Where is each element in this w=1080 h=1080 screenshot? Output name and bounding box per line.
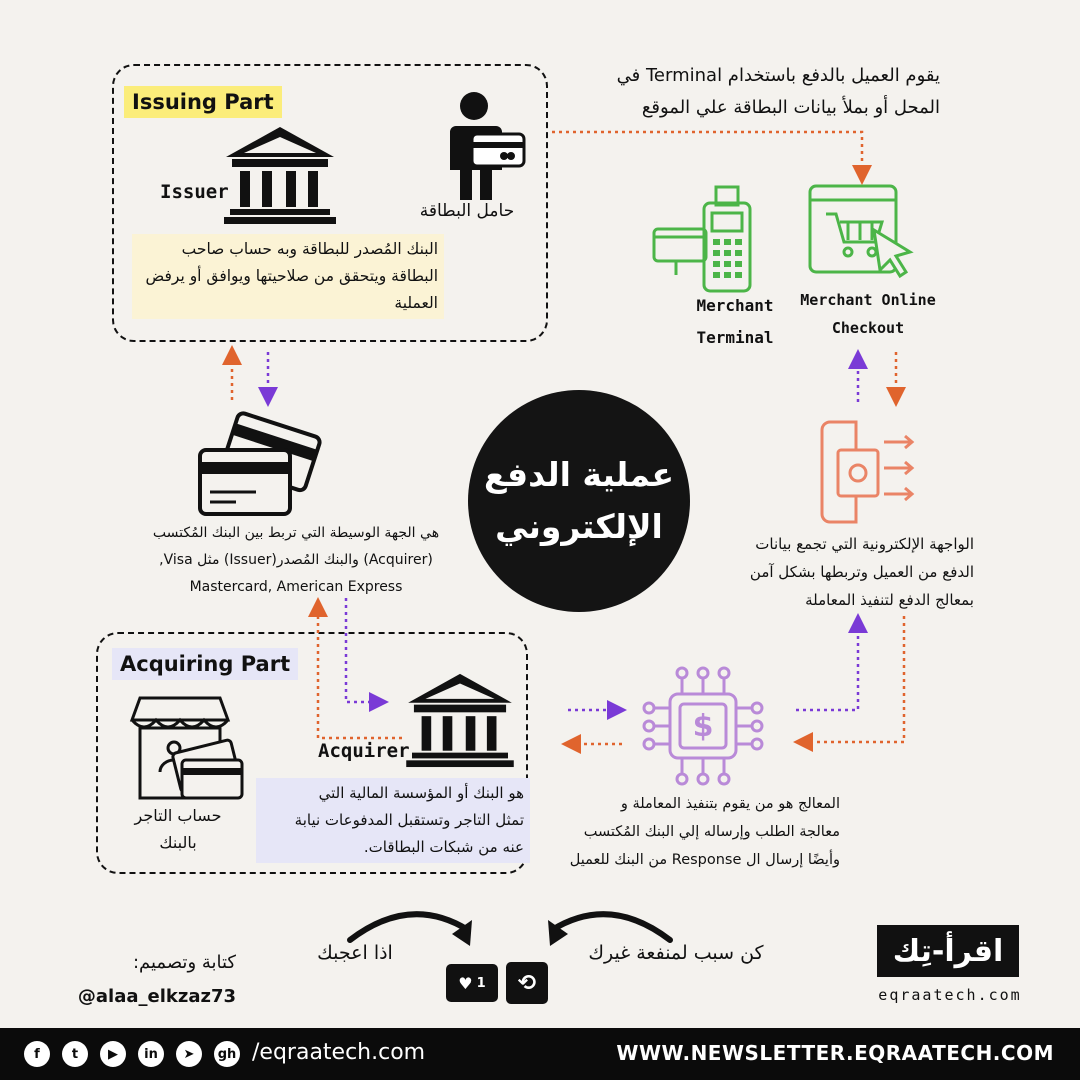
site-label: eqraatech.com xyxy=(878,986,1022,1004)
github-icon[interactable]: gh xyxy=(214,1041,240,1067)
acquirer-label: Acquirer xyxy=(318,740,410,762)
credits-handle: @alaa_elkzaz73 xyxy=(77,986,236,1007)
like-button[interactable] xyxy=(446,964,498,1002)
merchant-online-line2: Checkout xyxy=(831,319,905,337)
share-prompt: كن سبب لمنفعة غيرك xyxy=(588,942,764,964)
merchant-online-line1: Merchant Online xyxy=(800,291,936,309)
facebook-icon[interactable]: f xyxy=(24,1041,50,1067)
arrow-customer-to-checkout xyxy=(552,132,862,180)
telegram-icon[interactable]: ➤ xyxy=(176,1041,202,1067)
like-count: 1 xyxy=(476,975,486,991)
processor-desc-line2: معالجة الطلب وإرساله إلي البنك المُكتسب xyxy=(583,824,840,840)
arrow-gateway-to-processor xyxy=(798,616,904,742)
center-title-line1: عملية الدفع xyxy=(483,455,675,494)
merchant-account-line1: حساب التاجر xyxy=(134,806,222,825)
cardholder-label: حامل البطاقة xyxy=(419,201,515,221)
acquirer-desc-line2: تمثل التاجر وتستقبل المدفوعات نيابة xyxy=(294,811,524,829)
issuer-label: Issuer xyxy=(160,181,229,203)
linkedin-icon[interactable]: in xyxy=(138,1041,164,1067)
svg-text:$: $ xyxy=(692,709,714,744)
customer-note-line1: يقوم العميل بالدفع باستخدام Terminal في xyxy=(616,65,940,86)
processor-desc-line1: المعالج هو من يقوم بتنفيذ المعاملة و xyxy=(620,796,840,812)
arrow-acquirer-to-network xyxy=(318,602,402,738)
repost-button[interactable] xyxy=(506,962,548,1004)
gateway-desc-line3: بمعالج الدفع لتنفيذ المعاملة xyxy=(805,591,974,609)
eqraatech-logo: اقرأ-تِك xyxy=(877,925,1019,977)
processor-desc-line3: وأيضًا إرسال ال Response من البنك للعميل xyxy=(569,852,840,868)
merchant-terminal-line2: Terminal xyxy=(696,328,774,347)
credits-line1: كتابة وتصميم: xyxy=(132,952,236,973)
acquirer-desc-line1: هو البنك أو المؤسسة المالية التي xyxy=(318,784,524,802)
footer-newsletter-link[interactable]: WWW.NEWSLETTER.EQRAATECH.COM xyxy=(616,1041,1054,1065)
acquiring-part-tag: Acquiring Part xyxy=(112,648,298,680)
footer-bar xyxy=(0,1028,1080,1080)
youtube-icon[interactable]: ▶ xyxy=(100,1041,126,1067)
gateway-desc-line2: الدفع من العميل وتربطها بشكل آمن xyxy=(749,563,974,581)
heart-icon: ♥ xyxy=(458,973,473,993)
like-prompt: اذا اعجبك xyxy=(317,942,393,964)
gateway-desc-line1: الواجهة الإلكترونية التي تجمع بيانات xyxy=(755,535,974,553)
network-desc-line3: Mastercard, American Express xyxy=(189,579,403,595)
acquirer-desc-line3: عنه من شبكات البطاقات. xyxy=(363,838,524,856)
arrow-network-to-acquirer xyxy=(346,598,384,702)
customer-note-line2: المحل أو بملأ بيانات البطاقة علي الموقع xyxy=(641,97,940,118)
issuer-description: البنك المُصدر للبطاقة وبه حساب صاحب البطاقة ويتحقق من صلاحيتها ويوافق أو يرفض العملية xyxy=(132,234,444,319)
network-desc-line2: (Acquirer) والبنك المُصدر(Issuer) مثل Visa, xyxy=(159,552,433,568)
merchant-account-line2: بالبنك xyxy=(159,833,197,852)
issuing-part-tag: Issuing Part xyxy=(124,86,282,118)
merchant-terminal-line1: Merchant xyxy=(696,296,774,315)
credits xyxy=(60,946,236,1014)
center-title-line2: الإلكتروني xyxy=(495,507,663,546)
footer-handle[interactable]: /eqraatech.com xyxy=(252,1040,426,1065)
twitter-icon[interactable]: t xyxy=(62,1041,88,1067)
repost-icon: ⟲ xyxy=(517,970,537,996)
network-desc-line1: هي الجهة الوسيطة التي تربط بين البنك المُكتسب xyxy=(152,525,440,541)
arrow-processor-to-gateway xyxy=(796,618,858,710)
